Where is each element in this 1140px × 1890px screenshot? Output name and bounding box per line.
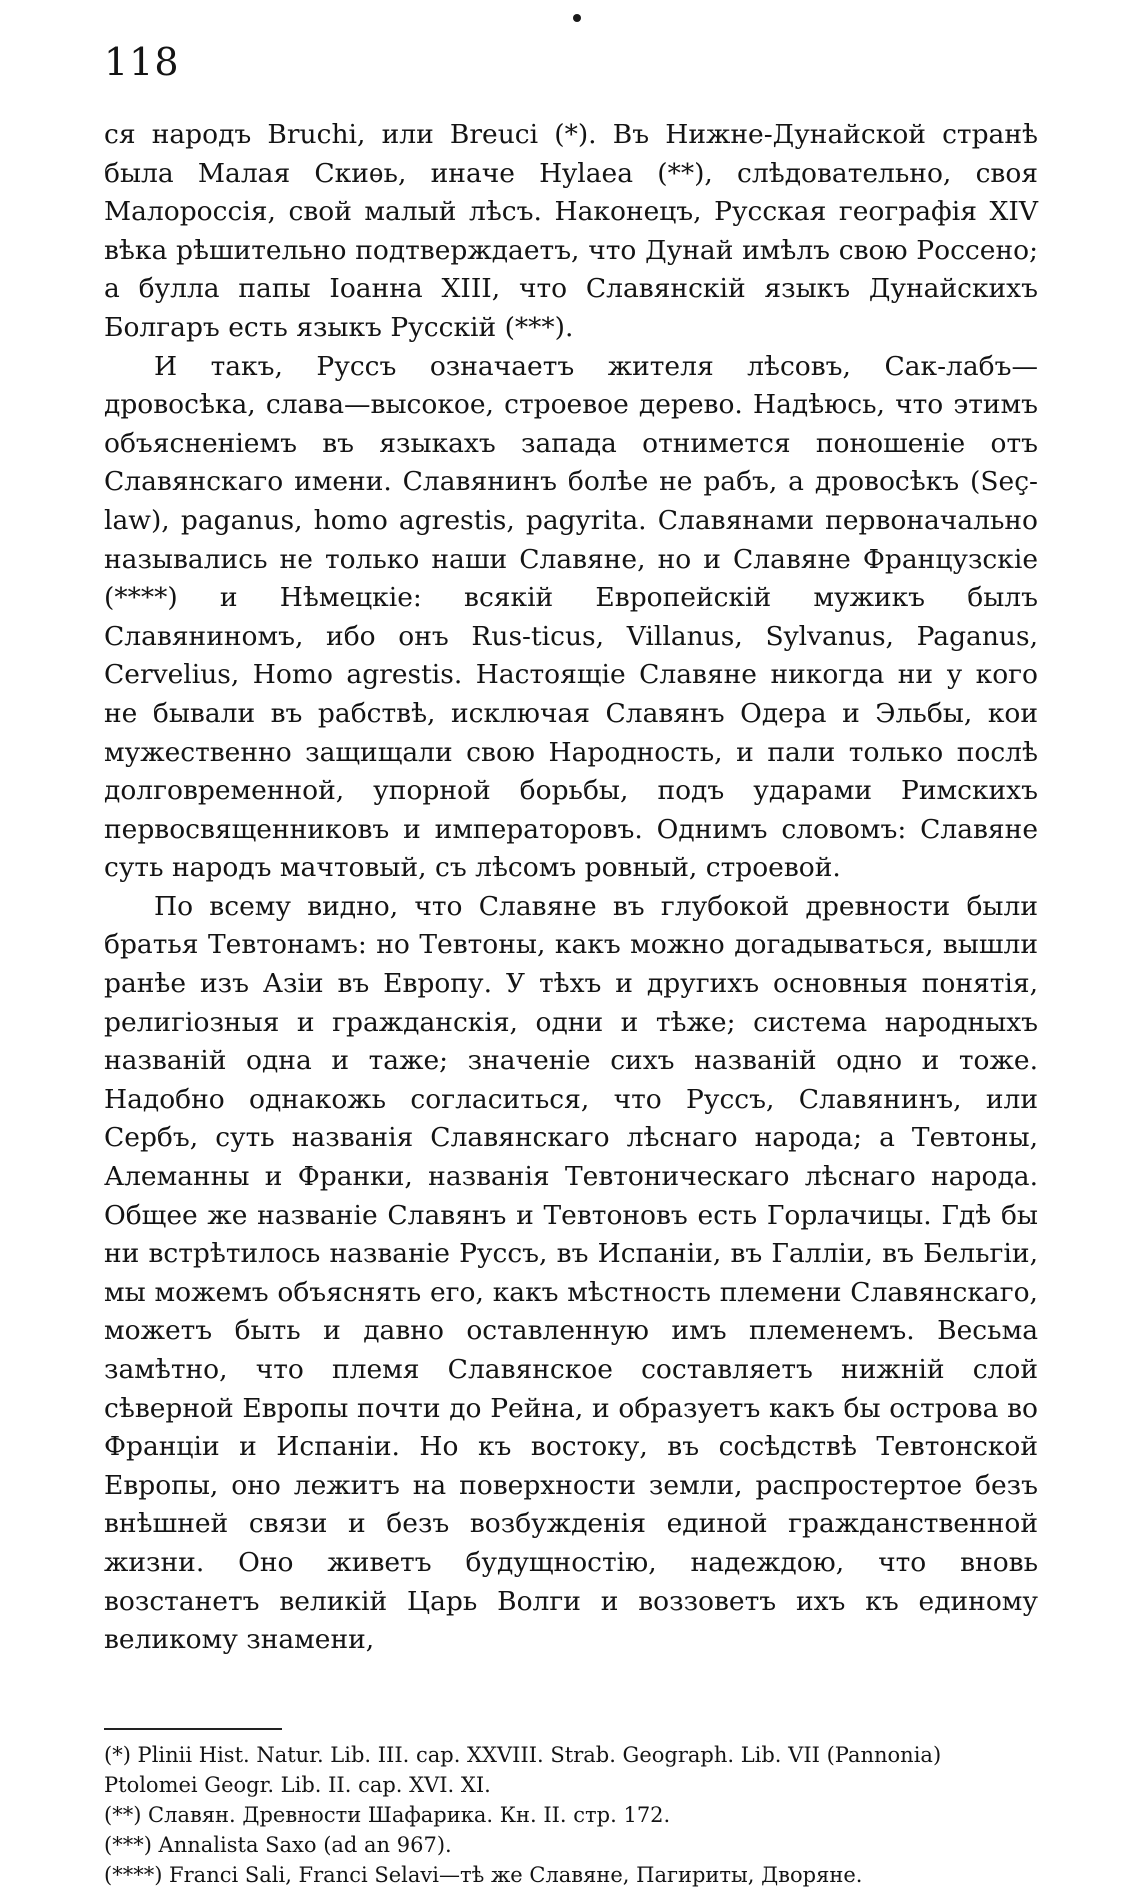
- ink-dot-mark: [573, 14, 581, 22]
- footnote: (****) Franci Sali, Franci Selavi—тѣ же Славяне, Пагириты, Дворяне.: [104, 1863, 863, 1887]
- footnote: (*) Plinii Hist. Natur. Lib. III. cap. XXVIII. Strab. Geograph. Lib. VII (Pannonia) Ptolomei Geogr. Lib. II. cap. XVI. XI.: [104, 1743, 942, 1797]
- paragraph: ся народъ Bruchi, или Breuci (*). Въ Нижне-Дунайской странѣ была Малая Скиѳь, иначе Hylaea (**), слѣдовательно, своя Малороссія, свой малый лѣсъ. Наконецъ, Русская географія XIV вѣка рѣшительно подтверждаетъ, что Дунай имѣлъ свою Россено; а булла папы Іоанна XIII, что Славянскій языкъ Дунайскихъ Болгаръ есть языкъ Русскій (***).: [104, 119, 1038, 343]
- main-text: [104, 116, 1038, 1660]
- paragraph: По всему видно, что Славяне въ глубокой древности были братья Тевтонамъ: но Тевтоны, какъ можно догадываться, вышли ранѣе изъ Азіи въ Европу. У тѣхъ и другихъ основныя понятія, религіозныя и гражданскія, одни и тѣже; система народныхъ названій одна и таже; значеніе сихъ названій одно и тоже. Надобно однакожь согласиться, что Руссъ, Славянинъ, или Сербъ, суть названія Славянскаго лѣснаго народа; а Тевтоны, Алеманны и Франки, названія Тевтоническаго лѣснаго народа. Общее же названіе Славянъ и Тевтоновъ есть Горлачицы. Гдѣ бы ни встрѣтилось названіе Руссъ, въ Испаніи, въ Галліи, въ Бельгіи, мы можемъ объяснять его, какъ мѣстность племени Славянскаго, можетъ быть и давно оставленную имъ племенемъ. Весьма замѣтно, что племя Славянское составляетъ нижній слой сѣверной Европы почти до Рейна, и образуетъ какъ бы острова во Франціи и Испаніи. Но къ востоку, въ сосѣдствѣ Тевтонской Европы, оно лежитъ на поверхности земли, распростертое безъ внѣшней связи и безъ возбужденія единой гражданственной жизни. Оно живетъ будущностію, надеждою, что вновь возстанетъ великій Царь Волги и воззоветъ ихъ къ единому великому знамени,: [104, 890, 1038, 1656]
- footnote: (**) Славян. Древности Шафарика. Кн. II. стр. 172.: [104, 1803, 671, 1827]
- footnote: (***) Annalista Saxo (ad an 967).: [104, 1833, 452, 1857]
- page-number: 118: [104, 40, 180, 84]
- footnotes: [104, 1740, 1038, 1890]
- paragraph: И такъ, Руссъ означаетъ жителя лѣсовъ, Сак-лабъ—дровосѣка, слава—высокое, строевое дерево. Надѣюсь, что этимъ объясненіемъ въ языкахъ запада отнимется поношеніе отъ Славянскаго имени. Славянинъ болѣе не рабъ, а дровосѣкъ (Seç-law), paganus, homo agrestis, pagyrita. Славянами первоначально назывались не только наши Славяне, но и Славяне Французскіе (****) и Нѣмецкіе: всякій Европейскій мужикъ былъ Славяниномъ, ибо онъ Rus-ticus, Villanus, Sylvanus, Paganus, Cervelius, Homo agrestis. Настоящіе Славяне никогда ни у кого не бывали въ рабствѣ, исключая Славянъ Одера и Эльбы, кои мужественно защищали свою Народность, и пали только послѣ долговременной, упорной борьбы, подъ ударами Римскихъ первосвященниковъ и императоровъ. Однимъ словомъ: Славяне суть народъ мачтовый, съ лѣсомъ ровный, строевой.: [104, 350, 1038, 884]
- footnote-divider: [104, 1728, 282, 1730]
